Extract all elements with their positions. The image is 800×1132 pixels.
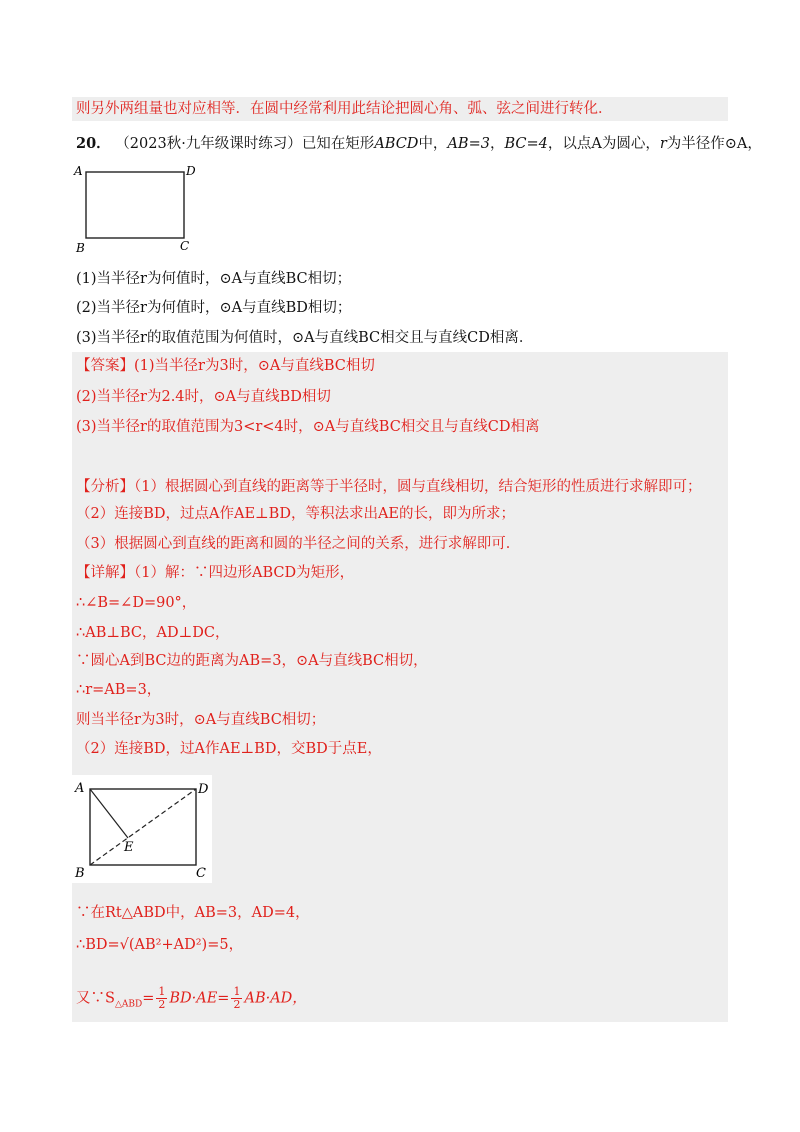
detail-tag: 【详解】 [76, 565, 134, 581]
detail-10 [76, 986, 307, 1015]
detail-4: ∵圆心A到BC边的距离为AB=3，⊙A与直线BC相切， [76, 653, 428, 669]
fraction-half [156, 986, 167, 1011]
fraction-numerator: 1 [233, 985, 241, 998]
label-e: E [124, 840, 134, 855]
detail-6: 则当半径r为3时，⊙A与直线BC相切； [76, 712, 326, 728]
detail-5: ∴r=AB=3， [76, 682, 162, 698]
question-number: 20． [76, 135, 111, 152]
label-d: D [186, 164, 196, 178]
question-stem [76, 133, 762, 155]
label-a: A [75, 781, 85, 796]
fraction-denominator: 2 [233, 998, 241, 1011]
detail-10-end: AB·AD， [244, 990, 307, 1007]
label-d: D [198, 782, 209, 797]
label-c: C [180, 239, 190, 253]
answer-2: (2)当半径r为2.4时，⊙A与直线BD相切 [76, 389, 331, 405]
segment-ae [90, 789, 128, 838]
stem-bc: BC=4 [504, 136, 548, 152]
detail-10-prefix: 又∵S [76, 990, 115, 1007]
detail-8: ∵在Rt△ABD中，AB=3，AD=4， [76, 905, 310, 921]
equals-sign: = [142, 990, 155, 1007]
detail-3: ∴AB⊥BC，AD⊥DC， [76, 625, 230, 641]
stem-text: 为半径作⊙A， [666, 136, 762, 152]
analysis-3: （3）根据圆心到直线的距离和圆的半径之间的关系，进行求解即可． [76, 536, 521, 552]
answer-line-1 [76, 355, 375, 377]
answer-tag: 【答案】 [76, 358, 134, 374]
sub-question-1: (1)当半径r为何值时，⊙A与直线BC相切； [76, 271, 352, 287]
fraction-numerator: 1 [158, 985, 166, 998]
analysis-line-1 [76, 476, 701, 498]
stem-text: 中， [418, 136, 448, 152]
detail-1: （1）解：∵四边形ABCD为矩形， [134, 565, 355, 581]
sub-question-2: (2)当半径r为何值时，⊙A与直线BD相切； [76, 300, 352, 316]
detail-2: ∴∠B=∠D=90°， [76, 595, 197, 611]
detail-line-1 [76, 562, 354, 584]
top-note: 则另外两组量也对应相等．在圆中经常利用此结论把圆心角、弧、弦之间进行转化． [76, 101, 613, 117]
sub-question-3: (3)当半径r的取值范围为何值时，⊙A与直线BC相交且与直线CD相离． [76, 330, 534, 346]
rectangle-figure [72, 160, 202, 255]
analysis-2: （2）连接BD，过点A作AE⊥BD，等积法求出AE的长，即为所求； [76, 506, 516, 522]
answer-1: (1)当半径r为3时，⊙A与直线BC相切 [134, 358, 375, 374]
rectangle-abcd [86, 172, 184, 238]
answer-3: (3)当半径r的取值范围为3<r<4时，⊙A与直线BC相交且与直线CD相离 [76, 419, 540, 435]
stem-text: ， [489, 136, 505, 152]
detail-10-middle: BD·AE= [169, 990, 230, 1007]
label-c: C [196, 866, 206, 881]
stem-r: r [659, 136, 667, 152]
label-a: A [74, 164, 83, 178]
area-subscript: △ABD [114, 999, 143, 1010]
label-b: B [76, 241, 85, 255]
fraction-half-2 [231, 986, 242, 1011]
label-b: B [75, 866, 85, 881]
question-source: （2023秋·九年级课时练习） [115, 136, 302, 152]
stem-ab: AB=3 [447, 136, 490, 152]
stem-text: ，以点A为圆心， [547, 136, 660, 152]
stem-abcd: ABCD [374, 136, 419, 152]
rectangle-figure-with-diagonal [72, 775, 212, 883]
stem-text: 已知在矩形 [301, 136, 375, 152]
fraction-denominator: 2 [158, 998, 166, 1011]
analysis-1: （1）根据圆心到直线的距离等于半径时，圆与直线相切，结合矩形的性质进行求解即可； [134, 479, 702, 495]
detail-7: （2）连接BD，过A作AE⊥BD，交BD于点E， [76, 741, 382, 757]
detail-9: ∴BD=√(AB²+AD²)=5， [76, 937, 244, 953]
analysis-tag: 【分析】 [76, 479, 134, 495]
diagonal-bd [90, 789, 196, 865]
